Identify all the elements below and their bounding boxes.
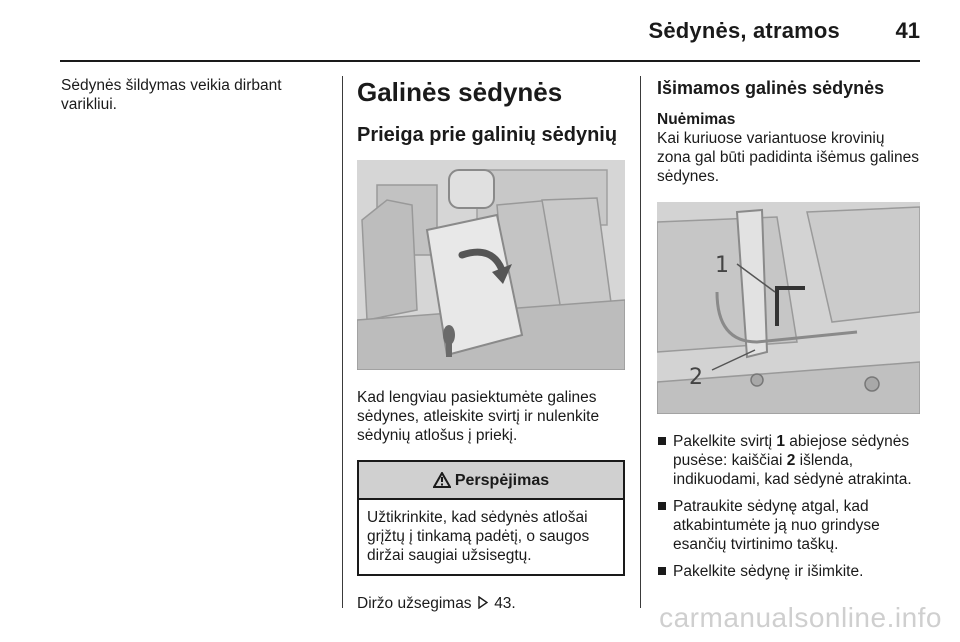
- warning-title: Perspėjimas: [454, 471, 550, 489]
- section-heading-rear-seats: Galinės sėdynės: [357, 77, 563, 107]
- column-3: [657, 76, 922, 589]
- column-divider-right: [640, 76, 641, 608]
- list-item: Pakelkite svirtį 1 abiejose sėdynės pusėse: kaiščiai 2 išlenda, indikuodami, kad sėdynė atrakinta.: [657, 432, 922, 489]
- callout-2: 2: [689, 365, 703, 390]
- warning-body: Užtikrinkite, kad sėdynės atlošai grįžtų į tinkamą padėtį, o saugos diržai saugiai užsisegtų.: [367, 509, 590, 564]
- column-1: [61, 76, 326, 114]
- rear-seat-access-illustration: [357, 160, 625, 370]
- column-2: [357, 76, 625, 614]
- callout-1: 1: [715, 253, 729, 278]
- reference-arrow-icon: [478, 595, 488, 614]
- removal-steps: [657, 432, 922, 581]
- column-divider-left: [342, 76, 343, 608]
- warning-triangle-icon: [433, 472, 451, 488]
- watermark: carmanualsonline.info: [659, 602, 942, 633]
- warning-box: [357, 460, 625, 576]
- seat-heating-note: Sėdynės šildymas veikia dirbant varikliui.: [61, 77, 282, 113]
- header-rule: [60, 60, 920, 62]
- list-item: Patraukite sėdynę atgal, kad atkabintumėte ją nuo grindyse esančių tvirtinimo taškų.: [657, 497, 922, 554]
- subsection-heading-access: Prieiga prie galinių sėdynių: [357, 124, 618, 146]
- list-item: Pakelkite sėdynę ir išimkite.: [657, 562, 922, 581]
- subsection-heading-removal: Nuėmimas: [657, 111, 736, 128]
- section-heading-removable-seats: Išimamos galinės sėdynės: [657, 78, 885, 98]
- access-instructions: Kad lengviau pasiektumėte galines sėdynes, atleiskite svirtį ir nulenkite sėdynių atlošus į priekį.: [357, 389, 600, 444]
- seat-removal-illustration: [657, 202, 920, 414]
- page-header-title: Sėdynės, atramos: [648, 18, 840, 43]
- warning-header: [359, 462, 623, 500]
- removal-intro: Kai kuriuose variantuose krovinių zona gal būti padidinta išėmus galines sėdynes.: [657, 130, 919, 185]
- reference-page: 43.: [494, 595, 516, 612]
- seatbelt-reference[interactable]: [357, 594, 625, 614]
- reference-text: Diržo užsegimas: [357, 595, 472, 612]
- page-number: 41: [895, 18, 920, 43]
